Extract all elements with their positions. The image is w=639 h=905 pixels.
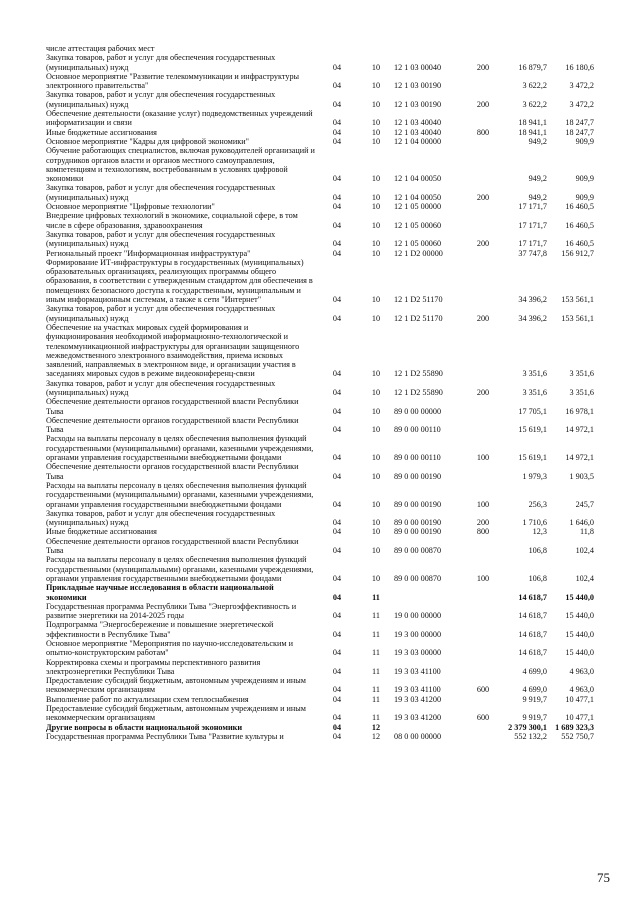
row-amount-year2: 15 440,0 — [565, 629, 594, 639]
row-name: Основное мероприятие "Развитие телекоммуникации и инфраструктуры электронного правительства" — [46, 71, 300, 91]
row-expense-type: 800 — [476, 527, 490, 537]
row-subchapter: 11 — [372, 666, 380, 676]
row-amount-year1: 1 710,6 — [522, 518, 547, 528]
row-amount-year1: 14 618,7 — [518, 611, 547, 621]
row-name: Закупка товаров, работ и услуг для обеспечения государственных (муниципальных) нужд — [46, 304, 276, 323]
row-chapter: 04 — [332, 127, 342, 137]
row-chapter: 04 — [332, 713, 342, 723]
row-target-code: 19 3 03 41100 — [394, 666, 441, 676]
row-target-code: 89 0 00 00110 — [394, 453, 441, 463]
row-chapter: 04 — [332, 248, 342, 258]
row-chapter: 04 — [332, 648, 342, 658]
row-chapter: 04 — [332, 611, 342, 621]
row-chapter: 04 — [332, 685, 342, 695]
row-expense-type — [466, 109, 500, 128]
row-target-code: 12 1 D2 51170 — [394, 295, 443, 305]
row-amount-year1: 15 619,1 — [518, 425, 547, 435]
row-amount-year2: 16 460,5 — [565, 220, 594, 230]
row-target-code: 12 1 D2 51170 — [394, 313, 443, 323]
row-name: Закупка товаров, работ и услуг для обеспечения государственных (муниципальных) нужд — [46, 378, 276, 397]
row-amount-year1: 949,2 — [528, 136, 547, 146]
row-amount-year1: 34 396,2 — [518, 313, 547, 323]
row-name: Внедрение цифровых технологий в экономике, социальной сфере, в том числе в сфере образования, здравоохранения — [46, 211, 298, 230]
row-chapter: 04 — [332, 81, 342, 91]
row-name: Иные бюджетные ассигнования — [46, 127, 157, 137]
table-row — [46, 146, 594, 183]
row-target-code: 89 0 00 00870 — [394, 573, 442, 583]
row-target-code: 19 0 00 00000 — [394, 611, 442, 621]
row-amount-year1: 18 941,1 — [518, 127, 547, 137]
row-expense-type — [466, 583, 500, 602]
row-name: Другие вопросы в области национальной экономики — [46, 722, 243, 732]
row-chapter: 04 — [332, 629, 342, 639]
row-chapter: 04 — [332, 220, 342, 230]
row-amount-year2: 16 180,6 — [565, 62, 594, 72]
row-amount-year1: 17 171,7 — [518, 239, 547, 249]
row-amount-year1: 3 351,6 — [522, 369, 547, 379]
row-amount-year2: 1 689 323,3 — [555, 722, 594, 732]
table-row — [46, 602, 594, 621]
row-subchapter: 10 — [371, 81, 381, 91]
row-subchapter: 10 — [371, 202, 381, 212]
row-name: Региональный проект "Информационная инфраструктура" — [46, 248, 251, 258]
row-subchapter: 12 — [371, 722, 381, 732]
table-row — [46, 434, 594, 462]
row-chapter: 04 — [332, 192, 342, 202]
row-amount-year1: 4 699,0 — [522, 685, 547, 695]
row-amount-year1: 16 879,7 — [518, 62, 547, 72]
row-target-code: 12 1 03 40040 — [394, 118, 442, 128]
row-amount-year1: 15 619,1 — [518, 453, 547, 463]
row-subchapter: 10 — [371, 192, 381, 202]
row-chapter: 04 — [332, 518, 342, 528]
row-chapter: 04 — [332, 546, 342, 556]
row-chapter: 04 — [332, 573, 342, 583]
row-name: Обеспечение деятельности органов государственной власти Республики Тыва — [46, 536, 299, 556]
row-name: Обеспечение деятельности органов государственной власти Республики Тыва — [46, 462, 299, 481]
row-target-code: 89 0 00 00870 — [394, 546, 442, 556]
row-amount-year1 — [500, 44, 547, 53]
row-amount-year1: 106,8 — [528, 546, 547, 556]
row-expense-type — [466, 416, 500, 435]
row-subchapter: 10 — [371, 99, 381, 109]
table-row — [46, 72, 594, 91]
table-row — [46, 258, 594, 304]
row-amount-year2: 10 477,1 — [565, 713, 594, 723]
row-amount-year1: 14 618,7 — [518, 629, 547, 639]
row-target-code: 89 0 00 00190 — [394, 471, 442, 481]
table-row — [46, 397, 594, 416]
row-expense-type — [466, 211, 500, 230]
row-amount-year2: 552 750,7 — [561, 731, 594, 741]
table-row — [46, 639, 594, 658]
row-expense-type: 200 — [476, 239, 490, 249]
row-expense-type: 200 — [476, 313, 490, 323]
row-expense-type: 200 — [476, 387, 490, 397]
row-name: Обеспечение деятельности органов государственной власти Республики Тыва — [46, 415, 299, 435]
row-name: Обеспечение на участках мировых судей формирования и функционирования необходимой информационно-технологической и телекоммуникационной инфраструктуры для организации защищенного межведомственного электронного взаимодействия, приема исковых заявлений, направляемых в электронном виде, и организации участия в заседаниях мировых судов в режиме видеоконференц-связи — [46, 322, 300, 379]
row-subchapter: 10 — [371, 174, 381, 184]
row-chapter: 04 — [332, 425, 342, 435]
row-target-code — [394, 723, 466, 732]
table-row — [46, 658, 594, 677]
row-chapter: 04 — [332, 527, 342, 537]
row-name: Обучение работающих специалистов, включая руководителей организаций и сотрудников органов власти и органов местного самоуправления, компетенциям и технологиям, востребованным в условиях цифровой экономики — [46, 146, 315, 184]
table-row — [46, 230, 594, 249]
row-name: Обеспечение деятельности (оказание услуг) подведомственных учреждений информатизации и связи — [46, 109, 313, 128]
table-row — [46, 620, 594, 639]
page-number: 75 — [597, 870, 610, 885]
row-expense-type — [466, 620, 500, 639]
row-name: Формирование ИТ-инфраструктуры в государственных (муниципальных) образовательных организациях, реализующих программы общего образования, в соответствии с утвержденным стандартом для обеспечения в помещениях безопасного доступа к государственным, муниципальным и иным информационным системам, а также к сети "Интернет" — [46, 257, 313, 305]
row-expense-type: 200 — [476, 62, 490, 72]
row-amount-year2: 909,9 — [575, 192, 594, 202]
row-subchapter: 10 — [371, 471, 381, 481]
row-amount-year2: 11,8 — [579, 527, 594, 537]
table-row — [46, 202, 594, 211]
row-expense-type — [466, 202, 500, 211]
row-expense-type — [466, 695, 500, 704]
row-amount-year2: 16 460,5 — [565, 202, 594, 212]
row-expense-type — [466, 249, 500, 258]
row-amount-year1: 552 132,2 — [514, 731, 547, 741]
row-expense-type — [466, 537, 500, 556]
row-name: Иные бюджетные ассигнования — [46, 527, 157, 537]
row-subchapter: 10 — [371, 573, 381, 583]
row-expense-type — [466, 258, 500, 304]
row-subchapter: 10 — [371, 518, 381, 528]
row-subchapter: 12 — [371, 731, 381, 741]
row-target-code: 12 1 05 00000 — [394, 202, 442, 212]
row-amount-year2: 156 912,7 — [561, 248, 594, 258]
row-expense-type: 200 — [476, 192, 490, 202]
row-target-code: 19 3 03 00000 — [394, 648, 442, 658]
row-amount-year1: 3 351,6 — [522, 387, 547, 397]
row-subchapter: 11 — [372, 648, 380, 658]
row-amount-year1: 37 747,8 — [518, 248, 547, 258]
row-amount-year1: 3 622,2 — [522, 81, 547, 91]
row-expense-type: 600 — [476, 685, 490, 695]
row-expense-type: 600 — [476, 713, 490, 723]
row-name: Закупка товаров, работ и услуг для обеспечения государственных (муниципальных) нужд — [46, 183, 276, 202]
table-row — [46, 211, 594, 230]
row-amount-year2: 14 972,1 — [565, 425, 594, 435]
row-subchapter: 11 — [372, 629, 380, 639]
row-target-code — [394, 583, 466, 602]
table-row — [46, 53, 594, 72]
row-chapter: 04 — [332, 99, 342, 109]
row-subchapter: 10 — [371, 527, 381, 537]
row-name: Прикладные научные исследования в области национальной экономики — [46, 583, 274, 602]
row-amount-year1: 9 919,7 — [522, 713, 547, 723]
row-target-code: 12 1 04 00000 — [394, 136, 442, 146]
row-amount-year1: 17 171,7 — [518, 220, 547, 230]
row-subchapter: 10 — [371, 118, 381, 128]
row-amount-year2: 102,4 — [575, 546, 594, 556]
row-subchapter: 10 — [371, 369, 381, 379]
row-chapter: 04 — [332, 471, 342, 481]
row-amount-year1: 12,3 — [532, 527, 547, 537]
table-row — [46, 44, 594, 53]
row-name: Расходы на выплаты персоналу в целях обеспечения выполнения функций государственными (муниципальными) органами, казенными учреждениями, органами управления государственными внебюджетными фондами — [46, 555, 314, 583]
row-amount-year2: 4 963,0 — [569, 666, 594, 676]
row-target-code: 12 1 03 40040 — [394, 127, 442, 137]
row-chapter: 04 — [332, 369, 342, 379]
row-chapter — [316, 44, 358, 53]
row-amount-year2: 18 247,7 — [565, 118, 594, 128]
table-row — [46, 304, 594, 323]
table-row — [46, 704, 594, 723]
table-row — [46, 695, 594, 704]
row-target-code: 12 1 03 00040 — [394, 62, 442, 72]
row-expense-type — [466, 639, 500, 658]
table-row — [46, 323, 594, 379]
row-target-code: 12 1 04 00050 — [394, 192, 442, 202]
row-amount-year2: 3 472,2 — [569, 81, 594, 91]
row-amount-year1: 949,2 — [528, 192, 547, 202]
row-chapter: 04 — [332, 453, 342, 463]
row-subchapter: 10 — [371, 425, 381, 435]
row-name: Корректировка схемы и программы перспективного развития электроэнергетики Республики Тыва — [46, 657, 261, 676]
row-chapter: 04 — [332, 174, 342, 184]
row-amount-year1: 256,3 — [528, 499, 547, 509]
row-expense-type — [466, 462, 500, 481]
row-name: Расходы на выплаты персоналу в целях обеспечения выполнения функций государственными (муниципальными) органами, казенными учреждениями, органами управления государственными внебюджетными фондами — [46, 480, 314, 509]
row-amount-year2: 14 972,1 — [565, 453, 594, 463]
row-name: Государственная программа Республики Тыва "Развитие культуры и — [46, 731, 284, 741]
table-row — [46, 481, 594, 509]
row-name: Обеспечение деятельности органов государственной власти Республики Тыва — [46, 397, 299, 416]
row-target-code: 89 0 00 00190 — [394, 499, 442, 509]
table-row — [46, 537, 594, 556]
row-amount-year1: 4 699,0 — [522, 666, 547, 676]
budget-table — [46, 44, 594, 741]
table-row — [46, 416, 594, 435]
row-subchapter: 10 — [371, 295, 381, 305]
table-row — [46, 90, 594, 109]
row-target-code: 89 0 00 00000 — [394, 406, 442, 416]
row-amount-year2: 153 561,1 — [561, 313, 594, 323]
row-amount-year2: 909,9 — [575, 136, 594, 146]
row-amount-year2: 1 903,5 — [569, 471, 594, 481]
table-row — [46, 509, 594, 528]
row-subchapter: 11 — [372, 694, 380, 704]
table-row — [46, 527, 594, 536]
row-chapter: 04 — [332, 499, 342, 509]
row-subchapter: 11 — [372, 685, 380, 695]
row-amount-year1: 949,2 — [528, 174, 547, 184]
row-subchapter: 11 — [372, 592, 380, 602]
row-expense-type — [466, 658, 500, 677]
row-amount-year1: 14 618,7 — [518, 592, 547, 602]
table-row — [46, 109, 594, 128]
row-subchapter: 10 — [371, 127, 381, 137]
row-amount-year2: 15 440,0 — [565, 611, 594, 621]
row-subchapter — [358, 44, 394, 53]
row-amount-year2: 16 978,1 — [565, 406, 594, 416]
table-row — [46, 723, 594, 732]
row-amount-year2 — [547, 44, 594, 53]
row-target-code: 12 1 04 00050 — [394, 174, 442, 184]
row-amount-year1: 17 705,1 — [518, 406, 547, 416]
row-target-code: 12 1 D2 00000 — [394, 248, 443, 258]
row-amount-year2: 3 351,6 — [569, 369, 594, 379]
row-target-code: 89 0 00 00190 — [394, 527, 442, 537]
row-amount-year2: 153 561,1 — [561, 295, 594, 305]
row-amount-year2: 18 247,7 — [565, 127, 594, 137]
row-amount-year2: 10 477,1 — [565, 694, 594, 704]
row-chapter: 04 — [332, 694, 342, 704]
row-amount-year2: 15 440,0 — [565, 592, 594, 602]
row-amount-year2: 1 646,0 — [569, 518, 594, 528]
row-target-code: 12 1 D2 55890 — [394, 387, 443, 397]
row-target-code: 89 0 00 00190 — [394, 518, 442, 528]
row-amount-year2: 4 963,0 — [569, 685, 594, 695]
row-amount-year1: 18 941,1 — [518, 118, 547, 128]
row-chapter: 04 — [332, 118, 342, 128]
row-subchapter: 10 — [371, 546, 381, 556]
row-amount-year1: 3 622,2 — [522, 99, 547, 109]
row-name: Закупка товаров, работ и услуг для обеспечения государственных (муниципальных) нужд — [46, 508, 276, 528]
row-subchapter: 11 — [372, 713, 380, 723]
row-amount-year1: 34 396,2 — [518, 295, 547, 305]
row-target-code: 12 1 05 00060 — [394, 239, 442, 249]
row-expense-type — [466, 732, 500, 741]
row-chapter: 04 — [332, 239, 342, 249]
row-amount-year1: 2 379 300,1 — [508, 722, 547, 732]
row-expense-type — [466, 44, 500, 53]
row-name: Выполнение работ по актуализации схем теплоснабжения — [46, 694, 249, 704]
row-target-code: 12 1 D2 55890 — [394, 369, 443, 379]
table-row — [46, 128, 594, 137]
row-target-code: 19 3 03 41200 — [394, 694, 442, 704]
row-name: Закупка товаров, работ и услуг для обеспечения государственных (муниципальных) нужд — [46, 53, 276, 72]
row-name: Закупка товаров, работ и услуг для обеспечения государственных (муниципальных) нужд — [46, 90, 276, 109]
row-expense-type: 100 — [476, 499, 490, 509]
row-amount-year2: 15 440,0 — [565, 648, 594, 658]
row-amount-year1: 106,8 — [528, 573, 547, 583]
row-target-code: 12 1 03 00190 — [394, 99, 442, 109]
table-row — [46, 137, 594, 146]
row-name: Основное мероприятие "Кадры для цифровой экономики" — [46, 136, 249, 146]
row-name: числе аттестация рабочих мест — [46, 44, 155, 53]
row-name: Основное мероприятие "Цифровые технологии" — [46, 202, 215, 212]
row-expense-type — [466, 602, 500, 621]
row-expense-type: 800 — [476, 127, 490, 137]
row-chapter: 04 — [332, 592, 342, 602]
row-amount-year2: 3 351,6 — [569, 387, 594, 397]
row-target-code: 19 3 03 41200 — [394, 713, 442, 723]
row-amount-year2: 245,7 — [575, 499, 594, 509]
row-expense-type: 100 — [476, 573, 490, 583]
row-amount-year2: 102,4 — [575, 573, 594, 583]
budget-table-body — [46, 44, 594, 741]
table-row — [46, 249, 594, 258]
row-amount-year1: 1 979,3 — [522, 471, 547, 481]
row-target-code: 12 1 05 00060 — [394, 220, 442, 230]
row-subchapter: 10 — [371, 220, 381, 230]
row-expense-type — [466, 146, 500, 183]
row-expense-type: 200 — [476, 99, 490, 109]
row-name: Основное мероприятие "Мероприятия по научно-исследовательским и опытно-конструкторским работам" — [46, 639, 294, 658]
table-row — [46, 379, 594, 398]
row-subchapter: 10 — [371, 406, 381, 416]
row-name: Предоставление субсидий бюджетным, автономным учреждениям и иным некоммерческим организациям — [46, 676, 306, 695]
table-row — [46, 462, 594, 481]
row-chapter: 04 — [332, 387, 342, 397]
row-amount-year2: 909,9 — [575, 174, 594, 184]
row-expense-type — [466, 72, 500, 91]
row-expense-type: 200 — [476, 518, 490, 528]
row-chapter: 04 — [332, 406, 342, 416]
table-row — [46, 732, 594, 741]
row-target-code: 12 1 03 00190 — [394, 81, 442, 91]
table-row — [46, 676, 594, 695]
row-name: Подпрограмма "Энергосбережение и повышение энергетической эффективности в Республике Тыва" — [46, 620, 274, 639]
table-row — [46, 183, 594, 202]
row-chapter: 04 — [332, 731, 342, 741]
row-subchapter: 10 — [371, 453, 381, 463]
row-target-code — [394, 44, 466, 53]
row-chapter: 04 — [332, 666, 342, 676]
row-target-code: 19 3 03 41100 — [394, 685, 441, 695]
row-chapter: 04 — [332, 722, 342, 732]
row-amount-year1: 17 171,7 — [518, 202, 547, 212]
row-name: Закупка товаров, работ и услуг для обеспечения государственных (муниципальных) нужд — [46, 229, 276, 249]
row-amount-year2: 3 472,2 — [569, 99, 594, 109]
row-expense-type — [466, 323, 500, 379]
row-amount-year1: 14 618,7 — [518, 648, 547, 658]
row-name: Государственная программа Республики Тыва "Энергоэффективность и развитие энергетики на 2014-2025 годы — [46, 601, 297, 621]
row-chapter: 04 — [332, 295, 342, 305]
row-amount-year1: 9 919,7 — [522, 694, 547, 704]
row-subchapter: 10 — [371, 387, 381, 397]
row-subchapter: 10 — [371, 239, 381, 249]
row-amount-year2: 16 460,5 — [565, 239, 594, 249]
table-row — [46, 583, 594, 602]
row-expense-type — [466, 397, 500, 416]
row-target-code: 89 0 00 00110 — [394, 425, 441, 435]
row-subchapter: 10 — [371, 499, 381, 509]
row-subchapter: 10 — [371, 313, 381, 323]
row-expense-type: 100 — [476, 453, 490, 463]
row-chapter: 04 — [332, 313, 342, 323]
row-chapter: 04 — [332, 202, 342, 212]
row-name: Предоставление субсидий бюджетным, автономным учреждениям и иным некоммерческим организациям — [46, 704, 306, 723]
row-subchapter: 10 — [371, 62, 381, 72]
row-expense-type — [466, 137, 500, 146]
row-target-code: 08 0 00 00000 — [394, 731, 442, 741]
row-subchapter: 10 — [371, 248, 381, 258]
table-row — [46, 555, 594, 583]
row-name: Расходы на выплаты персоналу в целях обеспечения выполнения функций государственными (муниципальными) органами, казенными учреждениями, органами управления государственными внебюджетными фондами — [46, 434, 314, 463]
row-target-code: 19 3 00 00000 — [394, 629, 442, 639]
row-expense-type — [466, 723, 500, 732]
row-chapter: 04 — [332, 136, 342, 146]
row-subchapter: 11 — [372, 611, 380, 621]
row-subchapter: 10 — [371, 136, 381, 146]
row-chapter: 04 — [332, 62, 342, 72]
